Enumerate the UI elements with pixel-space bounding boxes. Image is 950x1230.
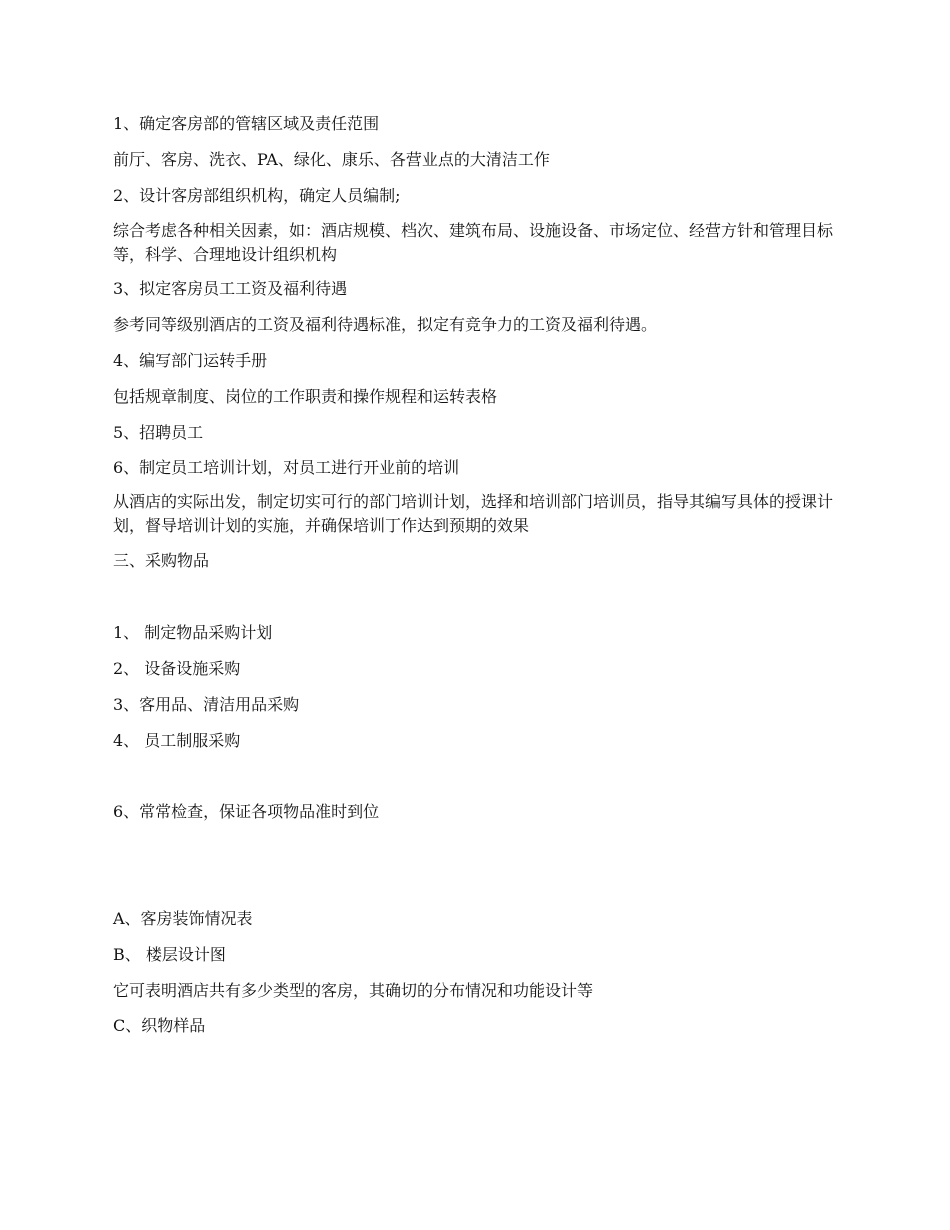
list-item: B、 楼层设计图 — [113, 945, 226, 964]
list-item: 2、 设备设施采购 — [113, 659, 241, 678]
list-item: 4、 员工制服采购 — [113, 731, 241, 750]
section-heading: 三、采购物品 — [113, 551, 210, 570]
paragraph: 它可表明酒店共有多少类型的客房，其确切的分布情况和功能设计等 — [113, 981, 594, 1000]
heading-2: 2、设计客房部组织机构，确定人员编制; — [113, 186, 401, 205]
list-item: C、织物样品 — [113, 1016, 206, 1035]
heading-1: 1、确定客房部的管辖区域及责任范围 — [113, 114, 380, 133]
paragraph: 综合考虑各种相关因素，如：酒店规模、档次、建筑布局、设施设备、市场定位、经营方针和管理目标等，科学、合理地设计组织机构 — [113, 221, 834, 264]
list-item: 6、常常检查，保证各项物品准时到位 — [113, 802, 380, 821]
paragraph: 包括规章制度、岗位的工作职责和操作规程和运转表格 — [113, 387, 498, 406]
paragraph: 从酒店的实际出发，制定切实可行的部门培训计划，选择和培训部门培训员，指导其编写具体的授课计划，督导培训计划的实施，并确保培训丁作达到预期的效果 — [113, 492, 834, 535]
list-item: 1、 制定物品采购计划 — [113, 623, 273, 642]
paragraph: 参考同等级别酒店的工资及福利待遇标准，拟定有竞争力的工资及福利待遇。 — [113, 315, 658, 334]
heading-4: 4、编写部门运转手册 — [113, 351, 268, 370]
heading-5: 5、招聘员工 — [113, 423, 204, 442]
list-item: A、客房装饰情况表 — [113, 909, 253, 928]
heading-6: 6、制定员工培训计划，对员工进行开业前的培训 — [113, 458, 460, 477]
heading-3: 3、拟定客房员工工资及福利待遇 — [113, 279, 348, 298]
list-item: 3、客用品、清洁用品采购 — [113, 695, 300, 714]
paragraph: 前厅、客房、洗衣、PA、绿化、康乐、各营业点的大清洁工作 — [113, 150, 550, 169]
